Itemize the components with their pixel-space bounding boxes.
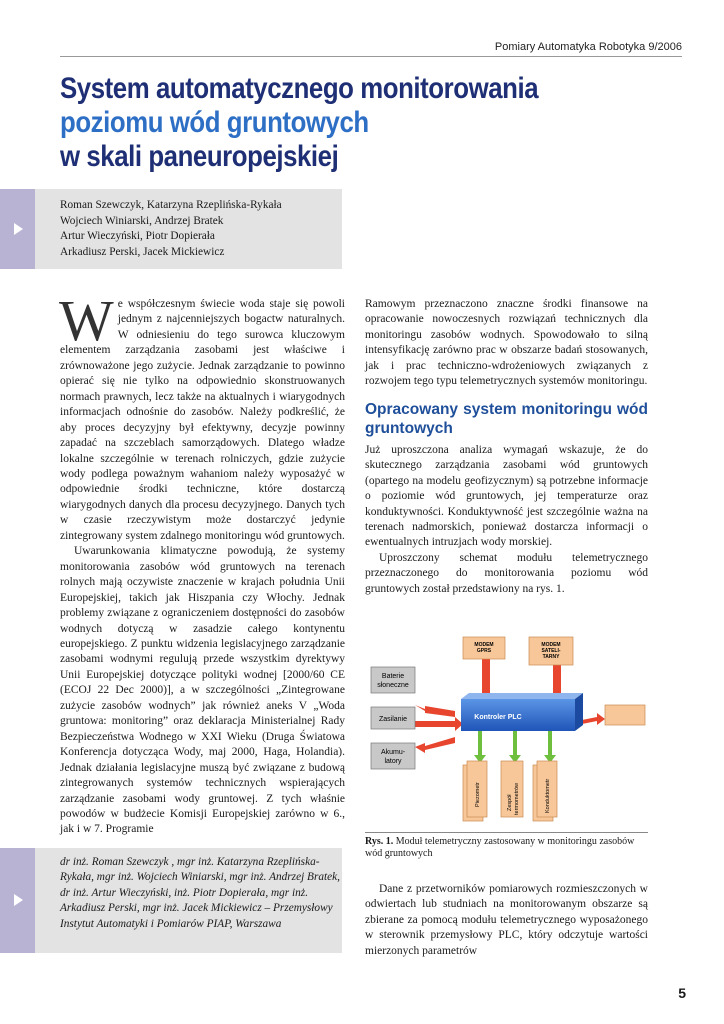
solar-label: Baterie — [381, 673, 405, 680]
authors-side-tab — [0, 189, 35, 269]
paragraph: Dane z przetworników pomiarowych rozmieszczonych w odwiertach lub studniach na monitorowanym obszarze są zbierane za pomocą modułu telemetrycznego wyposażonego w sterownik przemysłowy PLC, który odczytuje wartości mierzonych parametrów — [365, 883, 648, 957]
authors-block — [60, 198, 282, 260]
modem-sat-label: MODEM — [541, 642, 561, 648]
column-right — [365, 297, 648, 597]
modem-sat-label: SATELI- — [541, 648, 561, 654]
triangle-arrow-icon — [14, 223, 23, 235]
header-rule — [60, 56, 682, 57]
battery-box — [371, 743, 415, 769]
title-line-3: w skali paneuropejskiej — [60, 140, 339, 173]
author-line: Roman Szewczyk, Katarzyna Rzeplińska-Rykała — [60, 199, 282, 211]
caption-text: Moduł telemetryczny zastosowany w monitoringu zasobów wód gruntowych — [365, 836, 635, 859]
figure-caption — [365, 836, 648, 860]
plc-label: Kontroler PLC — [474, 714, 522, 721]
arrow-piezo — [474, 729, 486, 763]
plc-box-top — [461, 693, 583, 699]
triangle-arrow-icon — [14, 894, 23, 906]
thermometers-label: Zespół — [507, 794, 513, 811]
paragraph: Już uproszczona analiza wymagań wskazuje, że do skutecznego zarządzania zasobami wód gruntowych (opartego na modelu geofizycznym) są potrzebne informacje o poziomie wód gruntowych, jej temperaturze oraz konduktywności. Konduktywność jest szczególnie ważna na terenach nadmorskich, ponieważ dostarcza informacji o ewentualnych intruzjach wody morskiej. — [365, 443, 648, 549]
paragraph: Uwarunkowania klimatyczne powodują, że systemy monitorowania zasobów wód gruntowych na terenach rolnych mają oczywiste znaczenie w krajach południa Unii Europejskiej, takich jak Hiszpania czy Włochy. Jednak problemy związane z ograniczeniem dostępności do zasobów wodnych dotyczą w zasadzie całego kontynentu europejskiego. Z punktu widzenia legislacyjnego zarządzanie zasobami wodnymi regulują przede wszystkim dyrektywy Unii Europejskiej dotyczące polityki wodnej [2000/60 CE (ECOJ 22 Dec 2000)], a w szczególności „Zintegrowane zużycie zasobów wodnych” jak również aneks V „Woda gruntowa: monitoring” oraz deklaracja Ministerialnej Rady Bezpieczeństwa Wodnego w XXI Wieku (Druga Światowa Konferencja dotycząca Wody, maj 2000, Haga, Holandia). Jednak działania legislacyjne muszą być związane z budową zintegrowanych systemów technicznych wspierających zarządzanie zasobami wody gruntowej. Z tych właśnie powodów w budżecie Komisji Europejskiej zarówno w 6., jak i w 7. Programie — [60, 545, 345, 836]
paragraph-intro — [59, 288, 345, 544]
thermometers-label: termometrów — [514, 782, 520, 815]
article-title — [60, 72, 610, 174]
caption-label: Rys. 1. — [365, 836, 394, 847]
piezometer-label: Piezometr — [475, 782, 481, 807]
solar-panel-box — [371, 667, 415, 693]
arrow-accu — [415, 737, 455, 753]
title-line-1: System automatycznego monitorowania — [60, 72, 539, 105]
modem-gprs-label: GPRS — [476, 648, 492, 654]
arrow-kond — [544, 729, 556, 763]
modem-sat-label: TARNY — [542, 654, 560, 660]
battery-label: latory — [384, 758, 402, 765]
drop-cap: W — [59, 288, 114, 353]
author-line: Wojciech Winiarski, Andrzej Bratek — [60, 214, 224, 227]
author-line: Arkadiusz Perski, Jacek Mickiewicz — [60, 245, 225, 258]
paragraph-text: e współczesnym świecie woda staje się powoli jednym z najcenniejszych bogactw naturalnych. W odniesieniu do tego surowca kluczowym elementem zarządzania zasobami jest właściwe i zrównoważone jego zużycie. Jednak zarządzanie to powinno opierać się nie tylko na odpowiednio skonstruowanych normach prawnych, lecz także na aktualnych i wiarygodnych informacjach odnośnie do zasobów. Należy podkreślić, że aby proces decyzyjny był efektywny, decyzje powinny zapadać na szczeblach samorządowych. Dlatego władze lokalne szczególnie w terenach rolniczych, gdzie zużycie wody podlega poważnym wahaniom należy wyposażyć w odpowiednie środki techniczne, które dostarczą wiarygodnych danych dla procesu decyzyjnego. Danych tych w czasie rzeczywistym może dostarczyć jedynie zintegrowany system zdalnego monitoringu wód gruntowych. — [60, 298, 345, 542]
journal-header: Pomiary Automatyka Robotyka 9/2006 — [494, 41, 682, 53]
column-left — [59, 288, 345, 838]
affiliation-side-tab — [0, 848, 35, 953]
modem-gprs-label: MODEM — [474, 642, 494, 648]
plc-box-side — [575, 693, 583, 731]
page-number: 5 — [678, 985, 686, 1001]
column-right-bottom — [365, 882, 648, 959]
author-line: Artur Wieczyński, Piotr Dopierała — [60, 230, 215, 242]
conductometer-label: Konduktometr — [545, 778, 551, 813]
affiliation-text: dr inż. Roman Szewczyk , mgr inż. Katarzyna Rzeplińska-Rykała, mgr inż. Wojciech Winiarski, mgr inż. Andrzej Bratek, dr inż. Artur Wieczyński, inż. Piotr Dopierała, mgr inż. Arkadiusz Perski, mgr inż. Jacek Mickiewicz – Przemysłowy Instytut Automatyki i Pomiarów PIAP, Warszawa — [60, 856, 340, 930]
figure-rule — [365, 832, 648, 833]
figure-telemetry-diagram — [365, 633, 648, 825]
arrow-power-top — [415, 705, 455, 717]
spectrophotometer-box — [605, 705, 645, 725]
arrow-term — [509, 729, 521, 763]
section-heading: Opracowany system monitoringu wód gruntowych — [365, 400, 648, 437]
arrow-power — [415, 717, 463, 731]
paragraph: Uproszczony schemat modułu telemetrycznego przeznaczonego do monitorowania poziomu wód gruntowych został przedstawiony na rys. 1. — [365, 551, 648, 595]
battery-label: Akumu- — [380, 749, 406, 756]
solar-label: słoneczne — [377, 682, 409, 689]
title-line-2: poziomu wód gruntowych — [60, 106, 369, 139]
paragraph: Ramowym przeznaczono znaczne środki finansowe na opracowanie nowoczesnych rozwiązań technicznych dla monitoringu zasobów wodnych. Spowodowało to silną intensyfikację zarówno prac w obszarze badań stosowanych, jak i prac techniczno-wdrożeniowych związanych z rozwojem tego typu telemetrycznych systemów monitoringu. — [365, 298, 648, 388]
power-label: Zasilanie — [378, 716, 408, 723]
